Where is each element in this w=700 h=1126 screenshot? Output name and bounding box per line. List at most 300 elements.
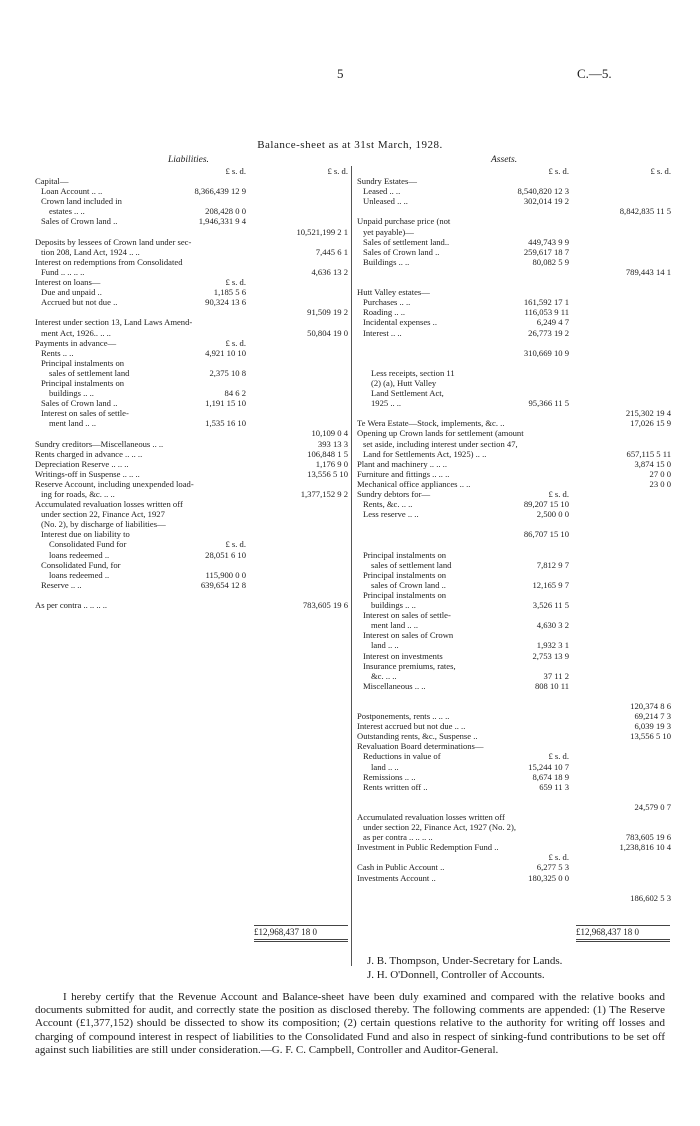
assets-row [357,751,671,761]
assets-row-label: land .. .. [371,640,399,651]
liabilities-row-label: Interest on redemptions from Consolidated [35,256,183,267]
assets-row [357,600,671,610]
liabilities-total-top-rule [254,925,348,926]
liabilities-row-amount: 50,804 19 0 [307,327,348,338]
liabilities-row-amount: 10,109 0 4 [311,428,348,439]
liabilities-row [35,590,348,600]
page-number: 5 [337,66,344,81]
liabilities-row [35,600,348,610]
assets-row-label: Outstanding rents, &c., Suspense .. [357,731,478,742]
liabilities-row-subamount: £ s. d. [225,337,246,348]
assets-row-label: Land Settlement Act, [371,388,444,399]
liabilities-row-label: Loan Account .. .. [41,186,103,197]
liabilities-row-label: Consolidated Fund for [49,539,127,550]
assets-row-label: Interest on investments [363,650,443,661]
assets-row [357,580,671,590]
assets-row [357,590,671,600]
assets-row-label: Purchases .. .. [363,297,411,308]
assets-row [357,539,671,549]
liabilities-row [35,570,348,580]
liabilities-row-subamount: 90,324 13 6 [205,297,246,308]
liabilities-row [35,257,348,267]
assets-row-label: Interest on sales of settle- [363,610,451,621]
liabilities-row [35,388,348,398]
auditor-certificate: I hereby certify that the Revenue Account and Balance-sheet have been duly examined and compared with the relative books and documents submitted for audit, and correctly state the position as disclosed thereby. The following comments are appended: (1) The Reserve Account (£1,377,152) should be dissected to show its composition; (2) certain questions relative to the authority for writing off losses and charging of compound interest in respect of liabilities to the Consolidated Fund and also in respect of sinking-fund contributions to be set off against such liabilities are still under consideration.—G. F. C. Campbell, Controller and Auditor-General. [35,991,665,1056]
liabilities-row-label: Rents .. .. [41,347,74,358]
liabilities-row [35,338,348,348]
liabilities-header-right: £ s. d. [327,166,348,176]
assets-row-subamount: 6,277 5 3 [536,862,569,873]
assets-row-subamount: 8,674 18 9 [532,771,569,782]
assets-row [357,499,671,509]
assets-row-subamount: 2,500 0 0 [536,509,569,520]
liabilities-row-subamount: 639,654 12 8 [200,579,246,590]
liabilities-row-label: Depreciation Reserve .. .. .. [35,458,129,469]
assets-row [357,661,671,671]
assets-row [357,741,671,751]
liabilities-row [35,519,348,529]
assets-row [357,176,671,186]
assets-row [357,792,671,802]
assets-row [357,267,671,277]
liabilities-row [35,328,348,338]
assets-row-label: land .. .. [371,761,399,772]
assets-header-right: £ s. d. [650,166,671,176]
liabilities-row-amount: 1,377,152 9 2 [300,489,348,499]
liabilities-row-label: As per contra .. .. .. .. [35,600,108,611]
liabilities-row [35,297,348,307]
assets-row-label: Sales of settlement land.. [363,236,450,247]
assets-row [357,620,671,630]
column-divider [351,166,352,966]
assets-row [357,691,671,701]
liabilities-row [35,449,348,459]
assets-row [357,560,671,570]
assets-row [357,358,671,368]
assets-row-amount: 13,556 5 10 [630,731,671,742]
liabilities-row-label: Consolidated Fund, for [41,559,121,570]
assets-row [357,328,671,338]
liabilities-row [35,348,348,358]
assets-row [357,469,671,479]
assets-row-amount: 17,026 15 9 [630,418,671,429]
assets-row [357,782,671,792]
assets-row-label: sales of settlement land [371,559,452,570]
assets-row-amount: 783,605 19 6 [625,832,671,843]
liabilities-row-label: tion 208, Land Act, 1924 .. .. [41,246,140,257]
assets-row-label: Investments Account .. [357,872,436,883]
liabilities-row [35,469,348,479]
assets-row-label: Te Wera Estate—Stock, implements, &c. .. [357,418,505,429]
assets-row [357,681,671,691]
assets-row [357,317,671,327]
assets-row-subamount: 2,753 13 9 [532,650,569,661]
liabilities-row-label: Principal instalments on [41,357,125,368]
assets-row-subamount: 1,932 3 1 [536,640,569,651]
liabilities-row [35,216,348,226]
liabilities-row-subamount: 2,375 10 8 [209,367,246,378]
assets-row-subamount: 86,707 15 10 [523,529,569,540]
liabilities-row-amount: 783,605 19 6 [302,600,348,611]
assets-row [357,196,671,206]
assets-row-label: Investment in Public Redemption Fund .. [357,842,499,853]
signature-thompson: J. B. Thompson, Under-Secretary for Lands. [367,955,563,967]
liabilities-row-label: Sales of Crown land .. [41,216,118,227]
assets-row [357,449,671,459]
liabilities-row [35,277,348,287]
assets-row-label: Land for Settlements Act, 1925) .. .. [363,448,487,459]
liabilities-row-label: sales of settlement land [49,367,130,378]
assets-row [357,257,671,267]
assets-row-label: Accumulated revaluation losses written off [357,812,505,822]
liabilities-row-label: ment Act, 1926.. .. .. [41,327,111,338]
assets-row-label: Unleased .. .. [363,196,408,207]
assets-row-label: Buildings .. .. [363,256,410,267]
liabilities-row [35,550,348,560]
assets-row-label: Sundry debtors for— [357,489,431,499]
assets-row [357,439,671,449]
assets-row [357,873,671,883]
liabilities-row-label: Accumulated revaluation losses written off [35,499,183,510]
assets-row [357,206,671,216]
signature-odonnell: J. H. O'Donnell, Controller of Accounts. [367,969,545,981]
liabilities-row-label: Interest due on liability to [41,529,130,540]
assets-row [357,701,671,711]
assets-row-label: Sundry Estates— [357,176,417,187]
assets-row-subamount: £ s. d. [548,852,569,863]
liabilities-header-mid: £ s. d. [225,166,246,176]
assets-row-label: Plant and machinery .. .. .. [357,458,447,469]
liabilities-row-subamount: 8,366,439 12 9 [194,186,246,197]
liabilities-row [35,499,348,509]
assets-row-label: Principal instalments on [363,549,447,560]
assets-row-subamount: 95,366 11 5 [528,398,569,409]
assets-row [357,307,671,317]
assets-row-label: under section 22, Finance Act, 1927 (No. 2), [363,822,516,833]
liabilities-row-subamount: £ s. d. [225,277,246,288]
assets-row [357,883,671,893]
assets-row-label: Reductions in value of [363,751,441,762]
assets-row [357,671,671,681]
liabilities-row-subamount: 1,535 16 10 [205,418,246,429]
assets-row [357,519,671,529]
assets-row-label: Roading .. .. [363,307,406,318]
assets-row-amount: 186,602 5 3 [630,892,671,903]
assets-row-label: buildings .. .. [371,600,416,611]
assets-row-label: as per contra .. .. .. .. [363,832,433,843]
assets-row [357,247,671,257]
assets-row [357,489,671,499]
assets-row [357,186,671,196]
assets-row-label: Hutt Valley estates— [357,287,430,298]
liabilities-total: £12,968,437 18 0 [254,927,317,937]
liabilities-row [35,247,348,257]
liabilities-row-label: Due and unpaid .. [41,287,102,298]
liabilities-row [35,479,348,489]
liabilities-row [35,509,348,519]
assets-row [357,721,671,731]
assets-row-label: Miscellaneous .. .. [363,680,426,691]
liabilities-row-amount: 91,509 19 2 [307,307,348,318]
assets-row-subamount: 15,244 10 7 [528,761,569,772]
liabilities-row [35,358,348,368]
assets-row-subamount: 80,082 5 9 [532,256,569,267]
assets-heading: Assets. [491,155,518,165]
assets-row-subamount: 310,669 10 9 [523,347,569,358]
assets-row [357,862,671,872]
assets-row-amount: 215,302 19 4 [625,408,671,419]
liabilities-row [35,267,348,277]
liabilities-table [35,166,348,610]
liabilities-row [35,317,348,327]
assets-row [357,509,671,519]
assets-row [357,640,671,650]
liabilities-row-label: Capital— [35,176,69,187]
assets-row-label: Cash in Public Account .. [357,862,445,873]
assets-row-label: Principal instalments on [363,569,447,580]
assets-row-amount: 1,238,816 10 4 [619,842,671,853]
assets-row [357,479,671,489]
assets-row-label: Less reserve .. .. [363,509,419,520]
assets-row-subamount: 659 11 3 [539,781,569,792]
assets-row [357,893,671,903]
assets-total-rule [576,939,670,942]
assets-row [357,378,671,388]
liabilities-row-label: Reserve Account, including unexpended load- [35,478,194,489]
liabilities-row [35,408,348,418]
assets-row-label: &c. .. .. [371,670,397,681]
liabilities-row-subamount: 115,900 0 0 [205,569,246,580]
assets-row-subamount: 12,165 9 7 [532,579,569,590]
liabilities-row [35,580,348,590]
liabilities-row-subamount: 208,428 0 0 [205,206,246,217]
assets-row-label: Remissions .. .. [363,771,416,782]
assets-row-label: Incidental expenses .. [363,317,437,328]
assets-row [357,711,671,721]
balance-sheet-title: Balance-sheet as at 31st March, 1928. [257,139,443,151]
assets-row-amount: 3,874 15 0 [634,458,671,469]
liabilities-row-label: estates .. .. [49,206,85,217]
assets-row [357,227,671,237]
liabilities-row-label: loans redeemed .. [49,569,110,580]
assets-row [357,287,671,297]
liabilities-row-label: Deposits by lessees of Crown land under sec- [35,236,192,247]
assets-row-label: set aside, including interest under section 47, [363,438,518,449]
liabilities-row [35,237,348,247]
liabilities-row [35,418,348,428]
assets-row-label: Interest on sales of Crown [363,630,454,641]
liabilities-row-label: (No. 2), by discharge of liabilities— [41,519,166,530]
assets-row-subamount: 161,592 17 1 [523,297,569,308]
assets-row-label: ment land .. .. [371,620,419,631]
assets-row-label: Insurance premiums, rates, [363,660,456,671]
assets-row-subamount: 302,014 19 2 [523,196,569,207]
assets-row-label: Rents written off .. [363,781,428,792]
assets-row-subamount: 8,540,820 12 3 [517,186,569,197]
liabilities-row [35,489,348,499]
liabilities-row-subamount: 84 6 2 [224,388,246,399]
assets-row-label: (2) (a), Hutt Valley [371,377,437,388]
assets-row-subamount: £ s. d. [548,489,569,499]
liabilities-row-label: Writings-off in Suspense .. .. .. [35,468,140,479]
liabilities-row-label: Sales of Crown land .. [41,398,118,409]
liabilities-row-amount: 7,445 6 1 [315,246,348,257]
liabilities-row-subamount: 1,185 5 6 [213,287,246,298]
liabilities-row-amount: 13,556 5 10 [307,468,348,479]
assets-row-subamount: 259,617 18 7 [523,246,569,257]
liabilities-row-subamount: 28,051 6 10 [205,549,246,560]
liabilities-row [35,307,348,317]
liabilities-row [35,176,348,186]
liabilities-row-amount: 393 13 3 [317,438,348,449]
assets-row-amount: 789,443 14 1 [625,266,671,277]
liabilities-row-subamount: £ s. d. [225,539,246,550]
assets-row-label: Unpaid purchase price (not [357,216,451,227]
assets-row [357,570,671,580]
liabilities-row [35,287,348,297]
liabilities-row [35,196,348,206]
liabilities-row-label: loans redeemed .. [49,549,110,560]
assets-row [357,216,671,226]
assets-row [357,630,671,640]
assets-row-label: Mechanical office appliances .. .. [357,478,471,489]
assets-row-subamount: 6,249 4 7 [536,317,569,328]
assets-row [357,550,671,560]
assets-row [357,651,671,661]
assets-total: £12,968,437 18 0 [576,927,639,937]
liabilities-row-label: Rents charged in advance .. .. .. [35,448,143,459]
assets-row-amount: 69,214 7 3 [634,711,671,722]
assets-row-subamount: £ s. d. [548,751,569,762]
assets-row [357,802,671,812]
liabilities-row-label: ment land .. .. [49,418,97,429]
assets-row-label: Principal instalments on [363,589,447,600]
assets-row [357,842,671,852]
liabilities-row [35,368,348,378]
assets-header-mid: £ s. d. [548,166,569,176]
assets-row [357,610,671,620]
assets-row-label: Revaluation Board determinations— [357,741,484,752]
assets-row-amount: 23 0 0 [649,478,671,489]
liabilities-row [35,529,348,539]
assets-row [357,812,671,822]
liabilities-row [35,186,348,196]
assets-row [357,731,671,741]
assets-row-subamount: 116,053 9 11 [524,307,569,318]
assets-row [357,832,671,842]
assets-row-label: Sales of Crown land .. [363,246,440,257]
assets-row [357,459,671,469]
assets-row-subamount: 3,526 11 5 [532,600,569,611]
assets-row [357,388,671,398]
assets-column-header [357,166,671,176]
liabilities-row-label: under section 22, Finance Act, 1927 [41,509,165,520]
liabilities-row-subamount: 4,921 10 10 [205,347,246,358]
liabilities-column-header [35,166,348,176]
assets-row [357,348,671,358]
assets-row-label: yet payable)— [363,226,414,237]
liabilities-row [35,428,348,438]
liabilities-row-label: Accrued but not due .. [41,297,118,308]
assets-row-label: Postponements, rents .. .. .. [357,711,450,722]
liabilities-row-amount: 106,848 1 5 [307,448,348,459]
assets-row [357,277,671,287]
liabilities-row [35,439,348,449]
assets-row-subamount: 449,743 9 9 [528,236,569,247]
assets-row-subamount: 7,812 9 7 [536,559,569,570]
assets-row-label: Leased .. .. [363,186,401,197]
assets-table [357,166,671,903]
liabilities-row [35,206,348,216]
assets-row-subamount: 89,207 15 10 [523,499,569,510]
page-code: C.—5. [577,66,612,81]
assets-row [357,428,671,438]
liabilities-row [35,227,348,237]
assets-row [357,529,671,539]
assets-row-label: Interest accrued but not due .. .. [357,721,466,732]
assets-row-subamount: 37 11 2 [543,670,569,681]
liabilities-row-subamount: 1,946,331 9 4 [198,216,246,227]
assets-row [357,822,671,832]
assets-row-label: Interest .. .. [363,327,402,338]
liabilities-heading: Liabilities. [168,155,209,165]
liabilities-total-rule [254,939,348,942]
assets-row [357,852,671,862]
assets-row-amount: 657,115 5 11 [626,448,671,459]
liabilities-row-label: ing for roads, &c. .. .. [41,489,115,499]
liabilities-row-label: Reserve .. .. [41,579,82,590]
liabilities-row [35,459,348,469]
liabilities-row [35,560,348,570]
assets-row [357,338,671,348]
assets-row-label: Rents, &c. .. .. [363,499,413,510]
liabilities-row-label: Interest on loans— [35,277,101,288]
assets-row-amount: 6,039 19 3 [634,721,671,732]
assets-row [357,368,671,378]
assets-row [357,772,671,782]
assets-row-label: Less receipts, section 11 [371,367,455,378]
assets-row-amount: 24,579 0 7 [634,801,671,812]
assets-row-subamount: 26,773 19 2 [528,327,569,338]
assets-row [357,237,671,247]
assets-row-amount: 120,374 8 6 [630,700,671,711]
assets-total-top-rule [576,925,670,926]
liabilities-row-subamount: 1,191 15 10 [205,398,246,409]
assets-row-label: 1925 .. .. [371,398,402,409]
assets-row-subamount: 808 10 11 [534,680,569,691]
assets-row [357,398,671,408]
assets-row-label: Furniture and fittings .. .. .. [357,468,450,479]
liabilities-row-label: Crown land included in [41,196,122,207]
liabilities-row-label: buildings .. .. [49,388,94,399]
liabilities-row-label: Sundry creditors—Miscellaneous .. .. [35,438,164,449]
assets-row-amount: 27 0 0 [649,468,671,479]
liabilities-row-amount: 1,176 9 0 [315,458,348,469]
assets-row-amount: 8,842,835 11 5 [619,206,671,217]
assets-row [357,408,671,418]
liabilities-row [35,398,348,408]
assets-row [357,297,671,307]
liabilities-row-label: Interest on sales of settle- [41,408,129,419]
liabilities-row-amount: 10,521,199 2 1 [296,226,348,237]
liabilities-row [35,378,348,388]
assets-row [357,418,671,428]
liabilities-row-label: Interest under section 13, Land Laws Amend- [35,317,193,328]
assets-row-subamount: 4,630 3 2 [536,620,569,631]
assets-row [357,762,671,772]
assets-row-label: sales of Crown land .. [371,579,446,590]
liabilities-row-label: Payments in advance— [35,337,117,348]
